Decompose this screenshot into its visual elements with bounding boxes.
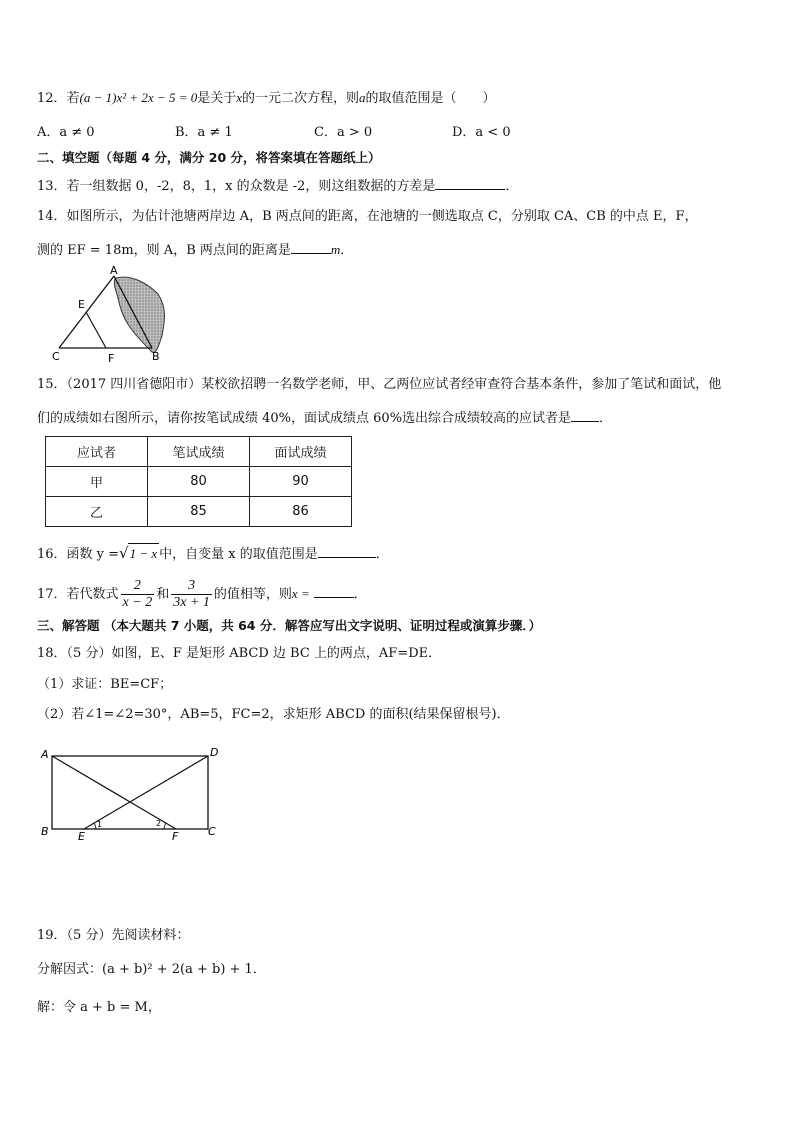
q17-answer-blank[interactable] xyxy=(314,583,354,598)
q15-line1: 15．（2017 四川省德阳市）某校欲招聘一名数学老师，甲、乙两位应试者经审查符合基本条件，参加了笔试和面试，他 xyxy=(37,377,722,392)
q12-option-a[interactable]: A．a ≠ 0 xyxy=(37,125,95,140)
sqrt-symbol: √ xyxy=(119,544,129,562)
label-b: B xyxy=(152,350,160,363)
q12-option-d[interactable]: D．a < 0 xyxy=(452,125,511,140)
segment-de xyxy=(84,756,208,829)
table-cell: 80 xyxy=(148,467,250,497)
table-cell: 90 xyxy=(250,467,352,497)
q19-line2: 分解因式：(a + b)² + 2(a + b) + 1． xyxy=(37,962,266,977)
q17-end: ． xyxy=(353,587,367,602)
table-header-row xyxy=(46,437,352,467)
q15-line2-text: 们的成绩如右图所示，请你按笔试成绩 40%，面试成绩点 60%选出综合成绩较高的应试者是 xyxy=(37,411,572,426)
q14-end: ． xyxy=(340,243,354,258)
q12-option-c[interactable]: C．a > 0 xyxy=(314,125,373,140)
q12-var-x: x xyxy=(236,90,243,105)
angle-2-arc xyxy=(164,823,166,829)
rectangle-abcd xyxy=(52,756,208,829)
q12-options xyxy=(37,123,757,143)
q16-post: 中，自变量 x 的取值范围是 xyxy=(159,547,318,562)
q14-answer-blank[interactable] xyxy=(291,239,331,254)
section-fill-blank-heading: 二、填空题（每题 4 分，满分 20 分，将答案填在答题纸上） xyxy=(37,150,381,165)
segment-ef xyxy=(86,312,106,348)
q16-radicand: 1 − x xyxy=(128,543,160,564)
q13-text: 13．若一组数据 0，-2，8，1，x 的众数是 -2，则这组数据的方差是 xyxy=(37,179,436,194)
frac2-numerator: 3 xyxy=(171,578,212,595)
frac1-denominator: x − 2 xyxy=(122,595,153,610)
q17-fraction-1 xyxy=(121,578,155,611)
q12-prefix: 12．若 xyxy=(37,91,80,106)
q17-var: x = xyxy=(291,586,310,601)
q16-answer-blank[interactable] xyxy=(318,543,376,558)
q12-mid2: 的一元二次方程，则 xyxy=(242,91,360,106)
q18-rectangle-figure xyxy=(38,744,228,844)
q12-suffix: 的取值范围是（ ） xyxy=(365,91,496,106)
label-f: F xyxy=(172,830,179,843)
q15-answer-blank[interactable] xyxy=(571,407,599,422)
table-row xyxy=(46,497,352,527)
q17-fraction-2 xyxy=(171,578,212,611)
label-a: A xyxy=(110,264,118,277)
q16-pre: 16．函数 y = xyxy=(37,547,120,562)
label-angle-1: 1 xyxy=(97,820,103,829)
q17-pre: 17．若代数式 xyxy=(37,587,119,602)
q16-end: ． xyxy=(375,547,389,562)
q13-answer-blank[interactable] xyxy=(435,175,505,190)
q14-line2 xyxy=(37,239,353,261)
label-a: A xyxy=(41,748,49,761)
q14-unit: m xyxy=(330,242,341,257)
q16-stem xyxy=(37,543,389,565)
q18-line2: （1）求证：BE=CF； xyxy=(37,677,173,692)
q18-line1: 18．（5 分）如图，E、F 是矩形 ABCD 边 BC 上的两点，AF=DE． xyxy=(37,646,442,661)
q13-stem xyxy=(37,175,518,197)
pond-shape xyxy=(114,277,164,352)
table-cell: 85 xyxy=(148,497,250,527)
q12-equation: (a − 1)x² + 2x − 5 = 0 xyxy=(79,90,198,105)
label-b: B xyxy=(41,825,49,838)
q13-end: ． xyxy=(505,179,519,194)
table-cell: 甲 xyxy=(46,467,148,497)
q15-end: ． xyxy=(599,411,613,426)
q18-line3: （2）若∠1=∠2=30°，AB=5，FC=2，求矩形 ABCD 的面积(结果保留根号)． xyxy=(37,707,510,722)
section-solve-heading: 三、解答题 （本大题共 7 小题，共 64 分．解答应写出文字说明、证明过程或演算步骤．） xyxy=(37,618,542,633)
q15-line2 xyxy=(37,407,612,429)
table-cell: 86 xyxy=(250,497,352,527)
q17-stem xyxy=(37,576,367,613)
label-e: E xyxy=(78,298,85,311)
angle-1-arc xyxy=(94,823,96,829)
table-header-cell: 笔试成绩 xyxy=(148,437,250,467)
q14-pond-figure xyxy=(40,264,180,364)
label-c: C xyxy=(208,825,216,838)
q12-stem xyxy=(37,88,496,109)
frac1-numerator: 2 xyxy=(121,578,155,595)
label-c: C xyxy=(52,350,60,363)
q12-mid1: 是关于 xyxy=(197,91,237,106)
q17-post: 的值相等，则 xyxy=(213,587,292,602)
q17-and: 和 xyxy=(156,587,170,602)
q19-line3: 解：令 a + b = M， xyxy=(37,1000,161,1015)
label-f: F xyxy=(108,352,115,364)
label-d: D xyxy=(210,746,219,759)
label-e: E xyxy=(78,830,85,843)
table-header-cell: 面试成绩 xyxy=(250,437,352,467)
q14-line1: 14．如图所示，为估计池塘两岸边 A，B 两点间的距离，在池塘的一侧选取点 C，分别取 CA、CB 的中点 E，F， xyxy=(37,209,698,224)
table-cell: 乙 xyxy=(46,497,148,527)
table-row xyxy=(46,467,352,497)
frac2-denominator: 3x + 1 xyxy=(173,595,210,610)
table-header-cell: 应试者 xyxy=(46,437,148,467)
q19-line1: 19．（5 分）先阅读材料： xyxy=(37,928,190,943)
q12-var-a: a xyxy=(359,90,366,105)
q12-option-b[interactable]: B．a ≠ 1 xyxy=(175,125,233,140)
score-table xyxy=(45,436,352,527)
q14-line2-pre: 测的 EF = 18m，则 A，B 两点间的距离是 xyxy=(37,243,291,258)
label-angle-2: 2 xyxy=(156,819,162,828)
